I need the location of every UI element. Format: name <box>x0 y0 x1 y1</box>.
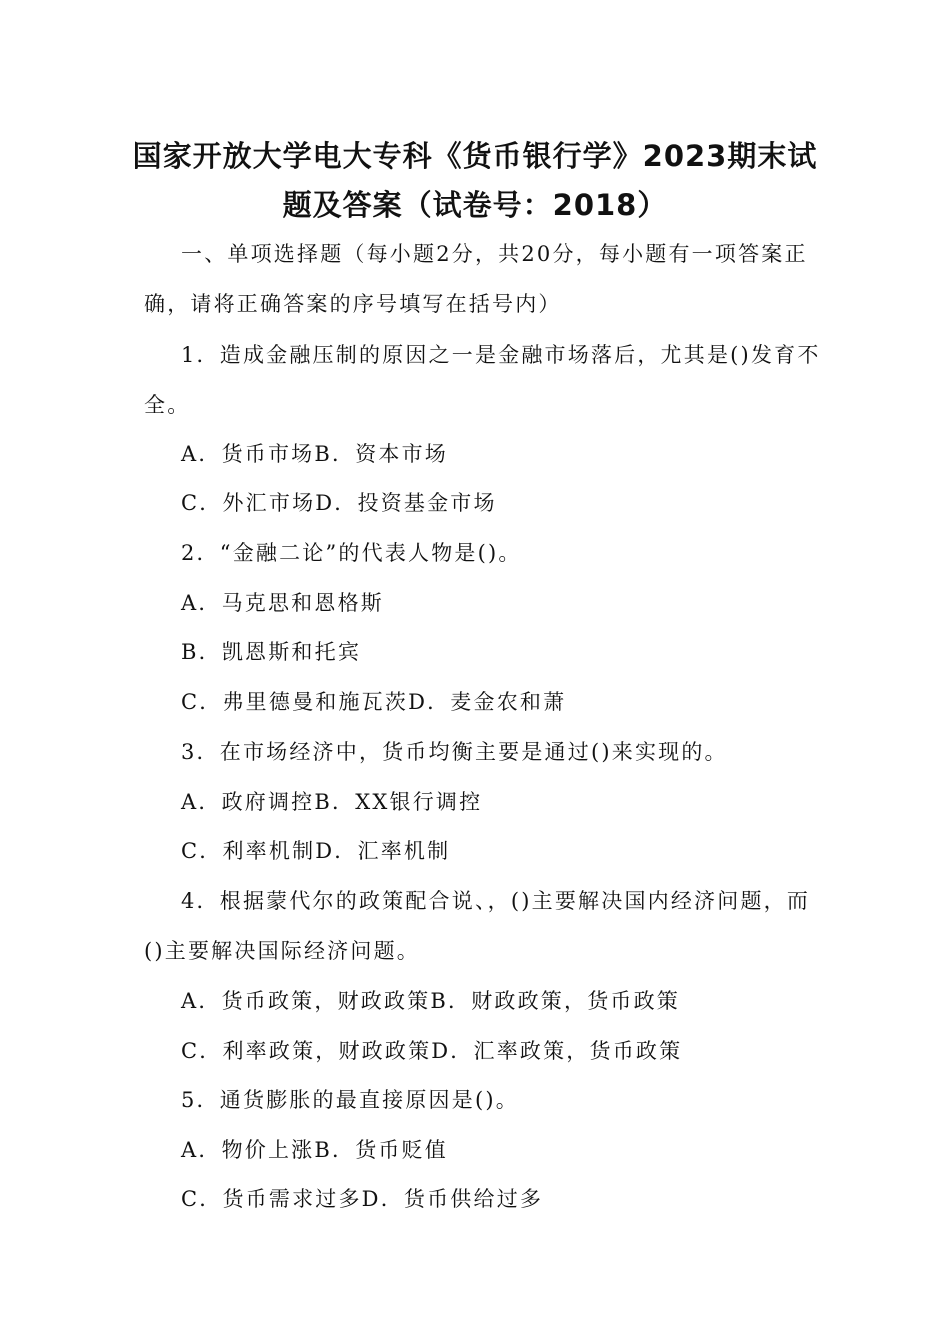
section-heading-line-1: 一、单项选择题（每小题2分，共20分，每小题有一项答案正 <box>181 242 808 266</box>
question-5-stem-line-1: 5．通货膨胀的最直接原因是()。 <box>181 1088 519 1112</box>
question-5-option-line: C．货币需求过多D．货币供给过多 <box>181 1187 544 1211</box>
question-2-option-line: A．马克思和恩格斯 <box>181 591 384 615</box>
question-4-option-line: C．利率政策，财政政策D．汇率政策，货币政策 <box>181 1039 683 1063</box>
question-4-option-line: A．货币政策，财政政策B．财政政策，货币政策 <box>181 989 680 1013</box>
question-1-option-line: A．货币市场B．资本市场 <box>181 442 448 466</box>
document-title-line-1: 国家开放大学电大专科《货币银行学》2023期末试 <box>132 139 818 173</box>
question-3-option-line: A．政府调控B．XX银行调控 <box>181 790 483 814</box>
section-heading-line-2: 确，请将正确答案的序号填写在括号内） <box>144 292 562 316</box>
question-1-stem-line-1: 1．造成金融压制的原因之一是金融市场落后，尤其是()发育不 <box>181 343 821 367</box>
question-1-stem-line-2: 全。 <box>144 393 191 417</box>
question-3-option-line: C．利率机制D．汇率机制 <box>181 839 451 863</box>
question-4-stem-line-1: 4．根据蒙代尔的政策配合说、，()主要解决国内经济问题，而 <box>181 889 811 913</box>
question-1-option-line: C．外汇市场D．投资基金市场 <box>181 491 497 515</box>
question-2-option-line: C．弗里德曼和施瓦茨D．麦金农和萧 <box>181 690 567 714</box>
question-3-stem-line-1: 3．在市场经济中，货币均衡主要是通过()来实现的。 <box>181 740 728 764</box>
question-5-option-line: A．物价上涨B．货币贬值 <box>181 1138 448 1162</box>
question-2-stem-line-1: 2．“金融二论”的代表人物是()。 <box>181 541 522 565</box>
question-4-stem-line-2: ()主要解决国际经济问题。 <box>144 939 420 963</box>
document-title-line-2: 题及答案（试卷号：2018） <box>282 188 668 222</box>
question-2-option-line: B．凯恩斯和托宾 <box>181 640 362 664</box>
